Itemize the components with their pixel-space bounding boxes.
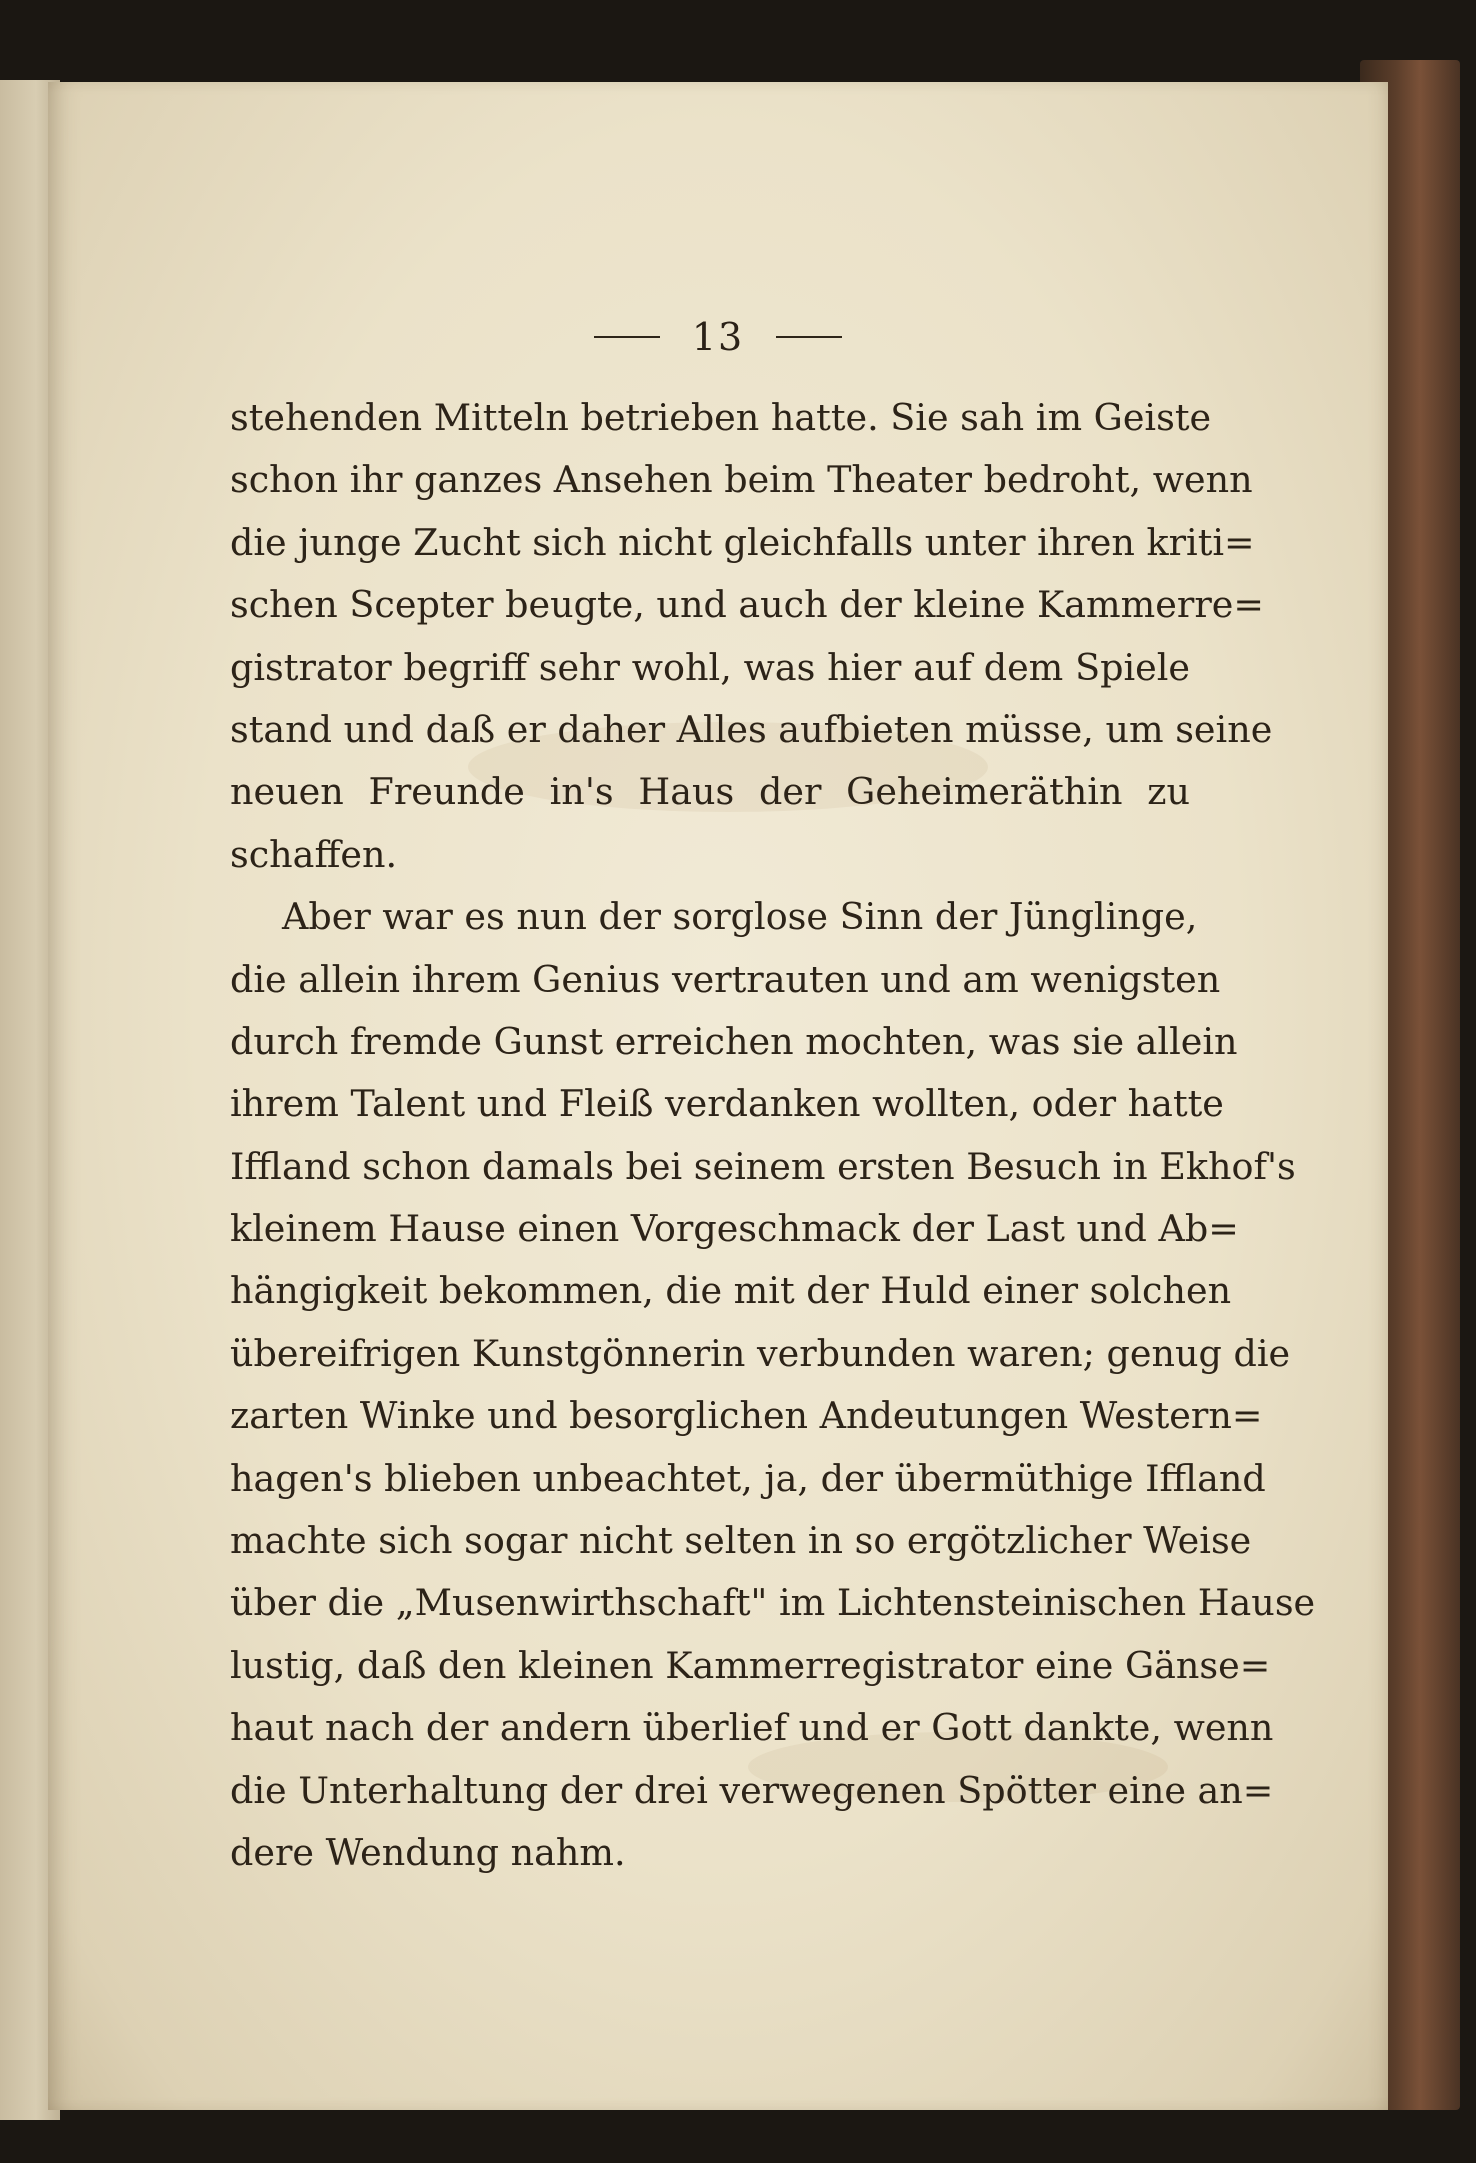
text-line: schon ihr ganzes Ansehen beim Theater bedroht, wenn [230,458,1253,502]
header-rule-left [594,336,660,338]
text-line: stehenden Mitteln betrieben hatte. Sie sah im Geiste [230,396,1212,439]
text-line: dere Wendung nahm. [230,1830,626,1874]
text-line: gistrator begriff sehr wohl, was hier auf dem Spiele [230,645,1190,689]
text-line: die junge Zucht sich nicht gleichfalls unter ihren kriti= [230,520,1255,564]
text-line: machte sich sogar nicht selten in so ergötzlicher Weise [230,1519,1252,1563]
text-line: durch fremde Gunst erreichen mochten, was sie allein [230,1019,1238,1063]
text-line: kleinem Hause einen Vorgeschmack der Last und Ab= [230,1207,1239,1251]
text-line: hagen's blieben unbeachtet, ja, der übermüthige Iffland [230,1456,1266,1500]
text-line: stand und daß er daher Alles aufbieten müsse, um seine [230,707,1273,751]
body-text [230,387,1316,1884]
text-line: haut nach der andern überlief und er Gott dankte, wenn [230,1706,1274,1750]
text-line: hängigkeit bekommen, die mit der Huld einer solchen [230,1269,1232,1313]
text-line: die allein ihrem Genius vertrauten und am wenigsten [230,957,1221,1001]
text-line: zarten Winke und besorglichen Andeutungen Western= [230,1394,1263,1438]
text-line: die Unterhaltung der drei verwegenen Spötter eine an= [230,1768,1274,1812]
page-header [48,307,1388,367]
text-line: ihrem Talent und Fleiß verdanken wollten, oder hatte [230,1082,1224,1126]
text-line: über die „Musenwirthschaft" im Lichtensteinischen Hause [230,1581,1316,1625]
header-rule-right [776,336,842,338]
page-number: 13 [691,315,745,359]
text-line: schen Scepter beugte, und auch der kleine Kammerre= [230,583,1264,627]
text-line: neuen Freunde in's Haus der Geheimeräthin zu [230,770,1190,814]
book-page [48,82,1388,2110]
text-line: Iffland schon damals bei seinem ersten Besuch in Ekhof's [230,1144,1296,1188]
text-line: lustig, daß den kleinen Kammerregistrator eine Gänse= [230,1643,1271,1687]
text-line: übereifrigen Kunstgönnerin verbunden waren; genug die [230,1331,1291,1375]
paragraph-start-line: Aber war es nun der sorglose Sinn der Jünglinge, [282,895,1198,939]
text-line: schaffen. [230,832,398,876]
